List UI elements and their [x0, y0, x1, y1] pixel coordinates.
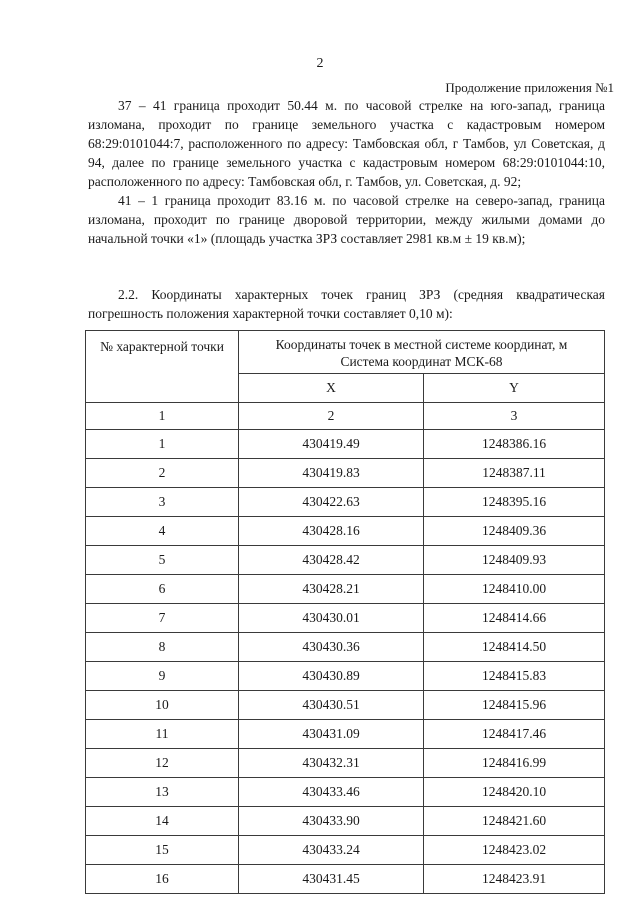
table-row: [86, 778, 605, 807]
table-row: [86, 604, 605, 633]
table-row: [86, 575, 605, 604]
x-coordinate-cell: 430422.63: [239, 488, 424, 517]
point-number-cell: 13: [86, 778, 239, 807]
y-coordinate-cell: 1248423.91: [424, 865, 605, 894]
coordinates-table: [85, 330, 605, 894]
boundary-description-41-1: [88, 191, 605, 248]
table-row: [86, 749, 605, 778]
table-row: [86, 836, 605, 865]
x-coordinate-cell: 430419.49: [239, 430, 424, 459]
x-coordinate-cell: 430430.36: [239, 633, 424, 662]
point-number-cell: 12: [86, 749, 239, 778]
y-coordinate-cell: 1248421.60: [424, 807, 605, 836]
y-column-header: Y: [424, 374, 605, 403]
x-coordinate-cell: 430432.31: [239, 749, 424, 778]
y-coordinate-cell: 1248395.16: [424, 488, 605, 517]
x-coordinate-cell: 430433.24: [239, 836, 424, 865]
page-number: 2: [316, 56, 324, 71]
x-coordinate-cell: 430419.83: [239, 459, 424, 488]
table-row: [86, 662, 605, 691]
point-number-cell: 14: [86, 807, 239, 836]
point-number-header: № характерной точки: [86, 331, 239, 403]
table-row: [86, 720, 605, 749]
x-coordinate-cell: 430431.45: [239, 865, 424, 894]
point-number-cell: 6: [86, 575, 239, 604]
y-coordinate-cell: 1248414.66: [424, 604, 605, 633]
x-coordinate-cell: 430430.01: [239, 604, 424, 633]
point-number-cell: 16: [86, 865, 239, 894]
point-number-cell: 11: [86, 720, 239, 749]
y-coordinate-cell: 1248415.83: [424, 662, 605, 691]
coordinate-system-title: Координаты точек в местной системе координат, м: [275, 337, 568, 352]
point-number-cell: 2: [86, 459, 239, 488]
table-row: [86, 546, 605, 575]
y-coordinate-cell: 1248409.36: [424, 517, 605, 546]
table-row: [86, 430, 605, 459]
coordinate-system-header: [239, 331, 605, 374]
y-coordinate-cell: 1248414.50: [424, 633, 605, 662]
x-coordinate-cell: 430428.16: [239, 517, 424, 546]
y-coordinate-cell: 1248415.96: [424, 691, 605, 720]
table-row: [86, 691, 605, 720]
x-coordinate-cell: 430428.21: [239, 575, 424, 604]
x-coordinate-cell: 430430.51: [239, 691, 424, 720]
paragraph-text: 41 – 1 граница проходит 83.16 м. по часовой стрелке на северо-запад, граница изломана, проходит по границе дворовой территории, между жилыми домами до начальной точки «1» (площадь участка ЗРЗ составляет 2981 кв.м ± 19 кв.м);: [88, 193, 605, 246]
point-number-cell: 4: [86, 517, 239, 546]
table-row: [86, 488, 605, 517]
y-coordinate-cell: 1248410.00: [424, 575, 605, 604]
point-number-cell: 10: [86, 691, 239, 720]
table-row: [86, 517, 605, 546]
point-number-cell: 15: [86, 836, 239, 865]
column-index-row: [86, 403, 605, 430]
y-coordinate-cell: 1248417.46: [424, 720, 605, 749]
x-coordinate-cell: 430428.42: [239, 546, 424, 575]
point-number-cell: 9: [86, 662, 239, 691]
paragraph-text: 2.2. Координаты характерных точек границ ЗРЗ (средняя квадратическая погрешность положения характерной точки составляет 0,10 м):: [88, 287, 605, 321]
appendix-continuation-note: Продолжение приложения №1: [445, 80, 614, 95]
section-2-2-heading: [88, 285, 605, 323]
x-coordinate-cell: 430431.09: [239, 720, 424, 749]
column-index: 1: [86, 403, 239, 430]
y-coordinate-cell: 1248423.02: [424, 836, 605, 865]
y-coordinate-cell: 1248416.99: [424, 749, 605, 778]
point-number-cell: 5: [86, 546, 239, 575]
column-index: 2: [239, 403, 424, 430]
point-number-cell: 7: [86, 604, 239, 633]
y-coordinate-cell: 1248420.10: [424, 778, 605, 807]
paragraph-text: 37 – 41 граница проходит 50.44 м. по часовой стрелке на юго-запад, граница изломана, проходит по границе земельного участка с кадастровым номером 68:29:0101044:7, расположенного по адресу: Тамбовская обл, г Тамбов, ул Советская, д 94, далее по границе земельного участка с кадастровым номером 68:29:0101044:10, расположенного по адресу: Тамбовская обл, г. Тамбов, ул. Советская, д. 92;: [88, 98, 605, 189]
x-coordinate-cell: 430433.46: [239, 778, 424, 807]
point-number-cell: 1: [86, 430, 239, 459]
x-coordinate-cell: 430433.90: [239, 807, 424, 836]
point-number-cell: 8: [86, 633, 239, 662]
point-number-cell: 3: [86, 488, 239, 517]
table-row: [86, 633, 605, 662]
x-coordinate-cell: 430430.89: [239, 662, 424, 691]
y-coordinate-cell: 1248387.11: [424, 459, 605, 488]
x-column-header: X: [239, 374, 424, 403]
y-coordinate-cell: 1248386.16: [424, 430, 605, 459]
coordinate-system-name: Система координат МСК-68: [340, 354, 503, 369]
table-row: [86, 459, 605, 488]
table-row: [86, 807, 605, 836]
table-header-row: [86, 331, 605, 374]
y-coordinate-cell: 1248409.93: [424, 546, 605, 575]
boundary-description-37-41: [88, 96, 605, 191]
column-index: 3: [424, 403, 605, 430]
table-row: [86, 865, 605, 894]
